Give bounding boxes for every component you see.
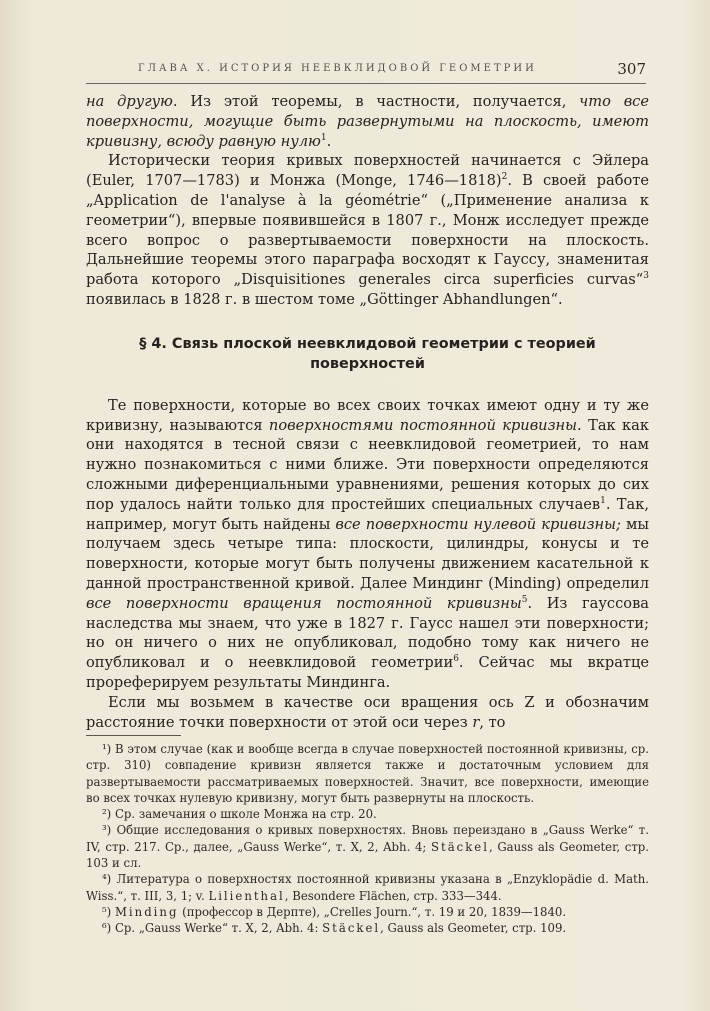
footnote-ref-4[interactable]: 1 <box>600 495 606 506</box>
footnote-3-text: ³) Общие исследования о кривых поверхностях. Вновь переиздано в „Gauss Werke“ т. IV, стр. 217. Ср., далее, „Gauss Werke“, т. X, 2, Abh. 4; <box>86 823 649 854</box>
p1-text-b: Из этой теоремы, в частности, получается, <box>177 93 580 110</box>
footnote-2: ²) Ср. замечания о школе Монжа на стр. 20. <box>102 807 377 822</box>
p1-italic-c: что все поверхности, могущие быть развернутыми на плоскость, имеют кривизну, всюду равную нулю <box>86 93 649 150</box>
footnote-5-author: Minding <box>114 904 179 919</box>
p3-text-g: мы получаем здесь четыре типа: плоскости, цилиндры, конусы и те поверхности, которые могут быть получены движением касательной к данной пространственной кривой. Далее Миндинг (Minding) определил <box>86 515 649 592</box>
footnote-ref-5[interactable]: 5 <box>521 594 528 605</box>
paragraph-1 <box>86 92 649 151</box>
footnote-ref-1[interactable]: 1 <box>320 132 327 143</box>
p2-text-a: Исторически теория кривых поверхностей начинается с Эйлера (Euler, 1707—1783) и Монжа (Monge, 1746—1818) <box>86 152 649 190</box>
footnote-3-author: Stäckel <box>430 839 489 854</box>
footnote-rule <box>86 735 181 736</box>
p3-text-e: . Так, например, могут быть найдены <box>86 495 649 533</box>
footnote-ref-6[interactable]: 6 <box>453 654 459 665</box>
footnote-4-text: ⁴) Литература о поверхностях постоянной кривизны указана в „Enzyklopädie d. Math. Wiss.“, т. III, 3, 1; v. <box>86 872 649 903</box>
footnote-6-tail: , Gauss als Geometer, стр. 109. <box>380 921 567 936</box>
footnote-5-mark: ⁵) <box>102 904 115 919</box>
footnote-3-tail: , Gauss als Geometer, стр. 103 и сл. <box>86 839 649 871</box>
page-number: 307 <box>617 60 646 78</box>
header-rule <box>86 83 646 84</box>
p3-text-a: Те поверхности, которые во всех своих точках имеют одну и ту же кривизну, называются <box>86 396 649 434</box>
body-text <box>86 92 649 732</box>
footnote-5-tail: (профессор в Дерпте), „Crelles Journ.“, т. 19 и 20, 1839—1840. <box>178 904 567 919</box>
p3-italic-f: все поверхности нулевой кривизны; <box>335 515 621 533</box>
paragraph-4 <box>86 693 649 733</box>
page-header <box>86 60 646 82</box>
paragraph-2 <box>86 151 649 309</box>
p1-italic-a: на другую. <box>86 93 178 110</box>
footnote-ref-2[interactable]: 2 <box>501 172 508 183</box>
footnote-ref-3[interactable]: 3 <box>643 271 649 282</box>
paragraph-3 <box>86 396 649 693</box>
section-heading: § 4. Связь плоской неевклидовой геометрии с теорией поверхностей <box>139 335 596 372</box>
running-title: ГЛАВА X. ИСТОРИЯ НЕЕВКЛИДОВОЙ ГЕОМЕТРИИ <box>138 63 537 74</box>
p2-text-e: появилась в 1828 г. в шестом томе „Göttinger Abhandlungen“. <box>86 290 563 308</box>
footnote-6-author: Stäckel <box>322 921 381 936</box>
footnote-3 <box>86 822 649 871</box>
p2-text-c: . В своей работе „Application de l'analyse à la géométrie“ („Применение анализа к геометрии“), впервые появившейся в 1807 г., Монж исследует прежде всего вопрос о развертываемости поверхности на плоскость. Дальнейшие теоремы этого параграфа восходят к Гауссу, знаменитая работа которого „Disquisitiones generales circa superficies curvas“ <box>86 172 649 289</box>
p3-text-j: . Из гауссова наследства мы знаем, что уже в 1827 г. Гаусс нашел эти поверхности; но он ничего о них не опубликовал, подобно тому как ничего не опубликовал и о неевклидовой геометрии <box>86 594 649 672</box>
footnote-4-tail: , Besondere Flächen, стр. 333—344. <box>284 888 502 903</box>
p4-italic-b: r <box>472 713 480 731</box>
p3-italic-b: поверхностями постоянной кривизны. <box>268 416 582 434</box>
footnotes <box>86 741 649 937</box>
p3-italic-h: все поверхности вращения постоянной кривизны <box>86 594 522 612</box>
footnote-4-author: Lilienthal <box>208 888 285 903</box>
p4-text-a: Если мы возьмем в качестве оси вращения ось Z и обозначим расстояние точки поверхности от этой оси через <box>86 693 649 731</box>
p3-text-l: . Сейчас мы вкратце прореферируем результаты Миндинга. <box>86 654 649 691</box>
p3-text-c: Так как они находятся в тесной связи с неевклидовой геометрией, то нам нужно познакомиться с ними ближе. Эти поверхности определяются сложными диференциальными уравнениями, решения которых до сих пор удалось найти только для простейших специальных случаев <box>86 416 649 513</box>
footnote-6-text: ⁶) Ср. „Gauss Werke“ т. X, 2, Abh. 4: <box>102 921 323 936</box>
p1-text-e: . <box>326 132 332 150</box>
footnote-4 <box>86 871 649 904</box>
footnote-5 <box>86 904 649 920</box>
footnote-6 <box>86 920 649 936</box>
footnote-1: ¹) В этом случае (как и вообще всегда в случае поверхностей постоянной кривизны, ср. стр. 310) совпадение кривизн является также и достаточным условием для развертываемости рассматриваемых поверхностей. Значит, все поверхности, имеющие во всех точках нулевую кривизну, могут быть развернуты на плоскость. <box>86 742 649 805</box>
p4-text-c: , то <box>479 713 506 731</box>
